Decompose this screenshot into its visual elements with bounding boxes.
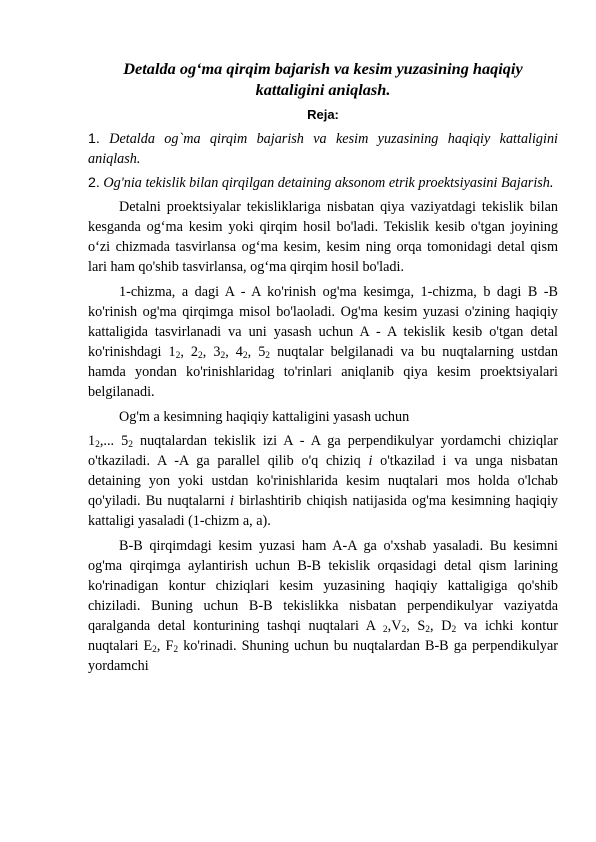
text-run: nuqtalar belgilanadi va bu nuqtalarning ustdan hamda yondan ko'rinishlaridag to'rinlari aniqlanib qiya kesim proektsiyalari belgilanadi.: [88, 344, 559, 400]
paragraph-section-bb: [88, 536, 558, 676]
axis-symbol: i: [368, 453, 373, 469]
text-run: ,... 5: [99, 433, 129, 449]
plan-item-number: 2.: [88, 175, 100, 191]
text-run: , F: [156, 638, 174, 654]
axis-symbol: i: [230, 493, 234, 509]
text-run: , D: [430, 618, 452, 634]
text-run: ,V: [387, 618, 402, 634]
text-run: nuqtalardan tekislik izi A - A ga perpendikulyar yordamchi chiziqlar o'tkaziladi. A -A ga parallel qilib o'q chiziq: [88, 433, 559, 469]
text-run: , 5: [247, 344, 266, 360]
document-body: [88, 58, 558, 677]
subscript: 2: [95, 440, 100, 450]
text-run: ko'rinadi. Shuning uchun bu nuqtalardan B-B ga perpendikulyar yordamchi: [88, 638, 559, 674]
plan-item: [88, 173, 558, 193]
document-title: Detalda og‘ma qirqim bajarish va kesim yuzasining haqiqiy kattaligini aniqlash.: [123, 59, 523, 99]
text-run: , S: [406, 618, 426, 634]
text-run: , 2: [180, 344, 199, 360]
text-run: o'tkazilad i va unga nisbatan detaining yon yoki ustdan ko'rinishlarida kesim nuqtalari mos holda o'lchab qo'yiladi. Bu nuqtalarni: [88, 453, 558, 509]
paragraph-examples: [88, 282, 558, 402]
text-run: birlashtirib chiqish natijasida og'ma kesimning haqiqiy kattaligi yasaladi (1-chizm a, a).: [88, 493, 558, 529]
plan-heading: Reja:: [307, 107, 339, 122]
plan-item: [88, 129, 558, 169]
paragraph-true-size-heading: Og'm a kesimning haqiqiy kattaligini yasash uchun: [119, 409, 410, 425]
plan-item-number: 1.: [88, 131, 100, 147]
subscript: 2: [382, 625, 388, 635]
text-run: B-B qirqimdagi kesim yuzasi ham A-A ga o'xshab yasaladi. Bu kesimni og'ma qirqimga aylantirish uchun B-B tekislik orqasidagi detal qism larining ko'rinadigan kontur chiziqlari kesim yuzasining haqiqiy kattaligiga qo'shib chiziladi. Buning uchun B-B tekislikka nisbatan perpendikulyar vaziyatda qaralganda detal konturining tashqi nuqtalari A: [88, 538, 558, 634]
text-run: , 4: [225, 344, 243, 360]
subscript: 2: [401, 625, 407, 635]
subscript: 2: [173, 645, 179, 655]
subscript: 2: [152, 645, 157, 655]
subscript: 2: [242, 351, 248, 361]
subscript: 2: [198, 351, 203, 361]
subscript: 2: [425, 625, 431, 635]
plan-item-text: Detalda og`ma qirqim bajarish va kesim yuzasining haqiqiy kattaligini aniqlash.: [88, 131, 558, 167]
subscript: 2: [128, 440, 133, 450]
subscript: 2: [451, 625, 457, 635]
paragraph-true-size: [88, 431, 558, 531]
subscript: 2: [175, 351, 181, 361]
text-run: va ichki kontur nuqtalari E: [88, 618, 558, 654]
text-run: , 3: [202, 344, 221, 360]
subscript: 2: [220, 351, 226, 361]
paragraph-definition: Detalni proektsiyalar tekisliklariga nisbatan qiya vaziyatdagi tekislik bilan kesganda og‘ma kesim yoki qirqim hosil bo'ladi. Tekislik kesib o'tgan joyining o‘zi chizmada tasvirlansa og‘ma kesim, kesim ning orqa tomonidagi detal qism lari ham qo'shib tasvirlansa, og‘ma qirqim hosil bo'ladi.: [88, 199, 558, 275]
text-run: 1-chizma, a dagi A - A ko'rinish og'ma kesimga, 1-chizma, b dagi B -B ko'rinish og'ma qirqimga misol bo'laoladi. Og'ma kesim yuzasi o'zining haqiqiy kattaligida tasvirlanadi va uni yasash uchun A - A tekislik kesib o'tgan detal ko'rinishdagi 1: [88, 284, 558, 360]
subscript: 2: [265, 351, 271, 361]
text-run: 1: [88, 433, 96, 449]
plan-item-text: Og'nia tekislik bilan qirqilgan detaining aksonom etrik proektsiyasini Bajarish.: [99, 175, 554, 191]
